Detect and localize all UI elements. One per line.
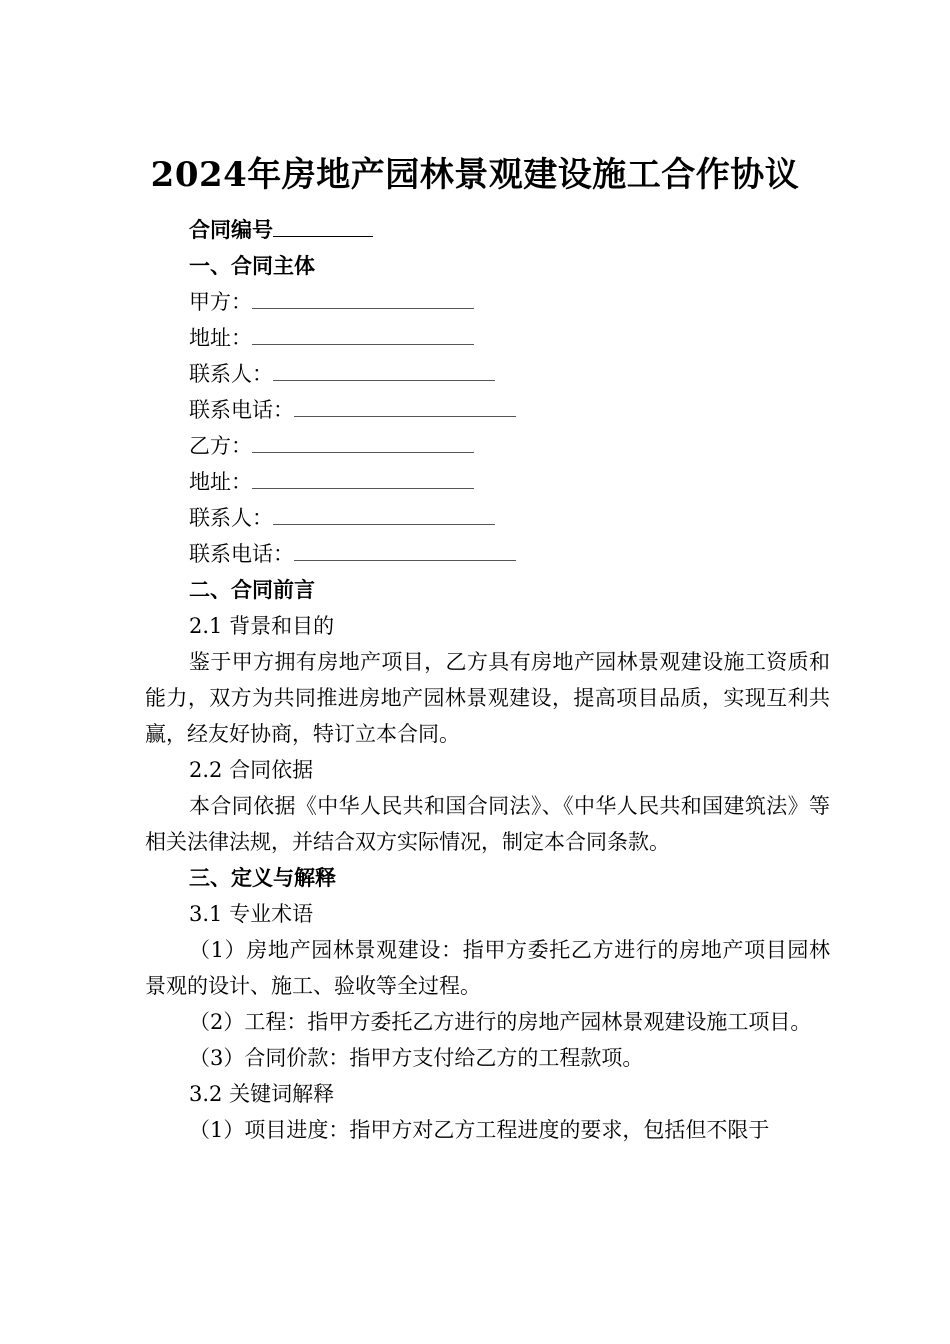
party-a-contact-blank (273, 358, 495, 381)
term-3: （3）合同价款：指甲方支付给乙方的工程款项。 (189, 1046, 644, 1070)
subheading-3-2: 3.2 关键词解释 (189, 1082, 335, 1106)
contract-number-label: 合同编号 (189, 217, 273, 242)
party-a-name-line (145, 284, 830, 320)
keyword-1: （1）项目进度：指甲方对乙方工程进度的要求，包括但不限于 (189, 1118, 770, 1142)
section-heading-1: 一、合同主体 (189, 253, 315, 278)
term-1: （1）房地产园林景观建设：指甲方委托乙方进行的房地产项目园林景观的设计、施工、验收等全过程。 (145, 938, 830, 998)
party-a-name-label: 甲方： (189, 290, 252, 314)
party-a-address-line (145, 320, 830, 356)
party-b-phone-label: 联系电话： (189, 542, 294, 566)
party-b-name-label: 乙方： (189, 434, 252, 458)
contract-number-blank (273, 214, 373, 237)
section-heading-3: 三、定义与解释 (189, 865, 336, 890)
party-a-address-label: 地址： (189, 326, 252, 350)
party-b-address-label: 地址： (189, 470, 252, 494)
party-b-address-blank (252, 466, 474, 489)
party-b-phone-line (145, 536, 830, 572)
document-body (145, 212, 830, 1148)
party-a-phone-label: 联系电话： (189, 398, 294, 422)
party-a-address-blank (252, 322, 474, 345)
party-b-contact-blank (273, 502, 495, 525)
paragraph-2-2: 本合同依据《中华人民共和国合同法》、《中华人民共和国建筑法》等相关法律法规，并结合双方实际情况，制定本合同条款。 (145, 794, 830, 854)
subheading-2-2: 2.2 合同依据 (189, 758, 314, 782)
party-b-contact-label: 联系人： (189, 506, 273, 530)
party-a-name-blank (252, 286, 474, 309)
subheading-2-1: 2.1 背景和目的 (189, 614, 335, 638)
party-a-phone-line (145, 392, 830, 428)
party-b-name-line (145, 428, 830, 464)
party-a-phone-blank (294, 394, 516, 417)
contract-number-line (145, 212, 830, 248)
term-2: （2）工程：指甲方委托乙方进行的房地产园林景观建设施工项目。 (189, 1010, 812, 1034)
section-heading-2: 二、合同前言 (189, 577, 315, 602)
party-b-address-line (145, 464, 830, 500)
subheading-3-1: 3.1 专业术语 (189, 902, 314, 926)
party-b-name-blank (252, 430, 474, 453)
party-a-contact-line (145, 356, 830, 392)
document-title: 2024年房地产园林景观建设施工合作协议 (150, 155, 800, 195)
party-a-contact-label: 联系人： (189, 362, 273, 386)
paragraph-2-1: 鉴于甲方拥有房地产项目，乙方具有房地产园林景观建设施工资质和能力，双方为共同推进房地产园林景观建设，提高项目品质，实现互利共赢，经友好协商，特订立本合同。 (145, 650, 830, 746)
party-b-contact-line (145, 500, 830, 536)
party-b-phone-blank (294, 538, 516, 561)
